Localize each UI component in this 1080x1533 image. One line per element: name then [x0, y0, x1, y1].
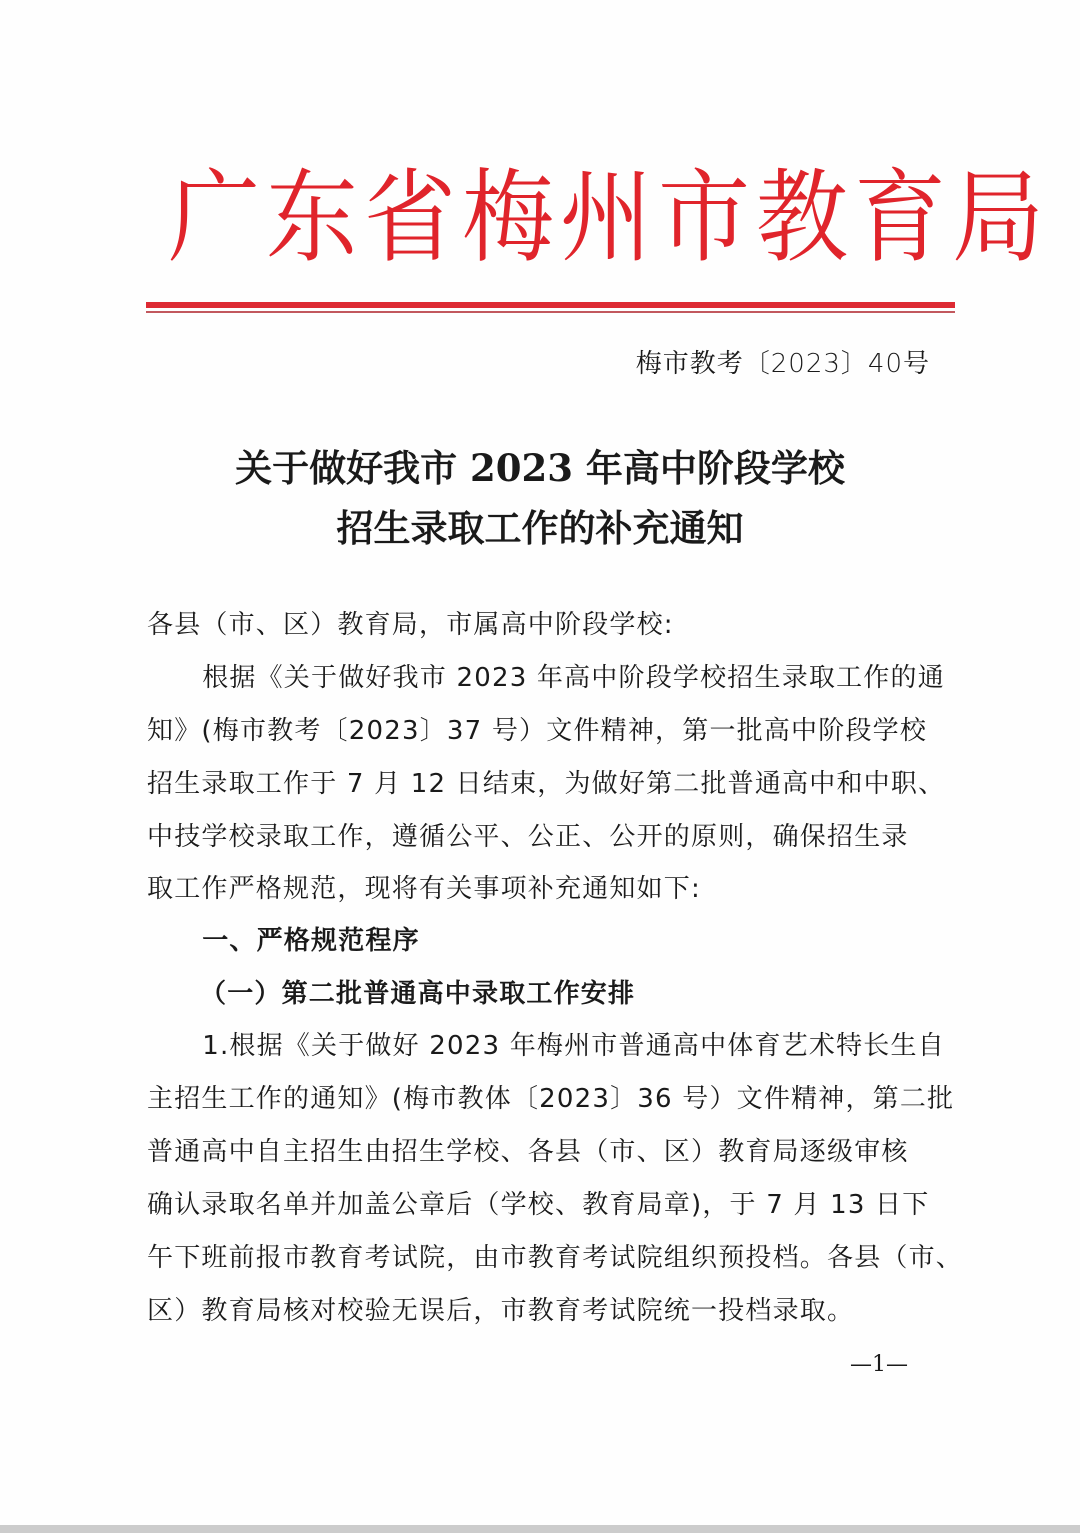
header-rule-thick: [146, 302, 955, 308]
body-line: 知》(梅市教考〔2023〕37 号）文件精神，第一批高中阶段学校: [147, 716, 928, 746]
document-title-line-1: 关于做好我市 2023 年高中阶段学校: [235, 446, 845, 490]
issuer-masthead: 广东省梅州市教育局: [168, 159, 1051, 277]
document-title-line-2: 招生录取工作的补充通知: [336, 506, 744, 550]
body-line: 中技学校录取工作，遵循公平、公正、公开的原则，确保招生录: [147, 822, 909, 852]
body-line: 根据《关于做好我市 2023 年高中阶段学校招生录取工作的通: [175, 663, 945, 693]
bottom-edge-bar: [0, 1525, 1080, 1533]
body-line: 1.根据《关于做好 2023 年梅州市普通高中体育艺术特长生自: [175, 1031, 945, 1061]
document-number: 梅市教考〔2023〕40号: [635, 349, 930, 379]
subsection-heading: （一）第二批普通高中录取工作安排: [200, 979, 636, 1009]
body-line: 主招生工作的通知》(梅市教体〔2023〕36 号）文件精神，第二批: [147, 1084, 955, 1114]
salutation: 各县（市、区）教育局，市属高中阶段学校:: [147, 610, 674, 640]
body-line: 招生录取工作于 7 月 12 日结束，为做好第二批普通高中和中职、: [147, 769, 946, 799]
body-line: 午下班前报市教育考试院，由市教育考试院组织预投档。各县（市、: [147, 1243, 964, 1273]
header-rule-thin: [146, 311, 955, 313]
body-line: 普通高中自主招生由招生学校、各县（市、区）教育局逐级审核: [147, 1137, 909, 1167]
section-heading: 一、严格规范程序: [175, 926, 420, 956]
body-line: 确认录取名单并加盖公章后（学校、教育局章)，于 7 月 13 日下: [147, 1190, 930, 1220]
body-line: 区）教育局核对校验无误后，市教育考试院统一投档录取。: [147, 1296, 855, 1326]
page-number: —1—: [850, 1352, 908, 1377]
body-line: 取工作严格规范，现将有关事项补充通知如下:: [147, 874, 701, 904]
